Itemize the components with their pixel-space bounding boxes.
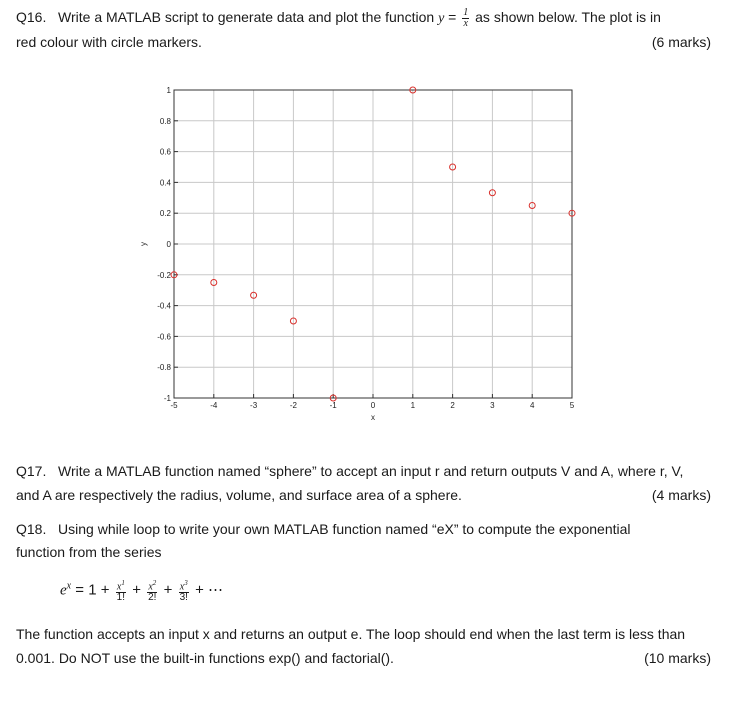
t3-exp: 3 (184, 579, 188, 587)
y-tick-label: 0 (166, 240, 171, 249)
q18-line-3: The function accepts an input x and returns an output e. The loop should end when the last term is less than (16, 626, 686, 642)
q16-number: Q16. (16, 9, 47, 26)
t3-num: x (179, 581, 185, 593)
series-lhs-exp: x (66, 580, 72, 592)
q17-number: Q17. (16, 463, 47, 479)
series-plus-2: + (163, 581, 173, 599)
x-tick-label: -3 (250, 401, 258, 410)
t2-den: 2! (148, 592, 157, 604)
tick-labels (157, 86, 575, 410)
y-tick-label: -1 (163, 394, 171, 403)
t1-den: 1! (116, 592, 126, 604)
q16-line-1 (16, 8, 661, 29)
x-tick-label: -4 (210, 401, 218, 410)
x-tick-label: -1 (329, 401, 337, 410)
q17-marks: (4 marks) (651, 487, 711, 503)
x-tick-label: 2 (450, 401, 455, 410)
y-tick-label: 0.6 (159, 147, 171, 157)
t3-den: 3! (179, 592, 188, 604)
y-tick-label: -0.8 (157, 363, 171, 373)
q18-marks: (10 marks) (644, 650, 711, 666)
y-tick-label: -0.6 (157, 332, 171, 342)
series-term-2 (147, 578, 157, 603)
q16-frac-num: 1 (463, 7, 469, 18)
x-tick-label: -5 (170, 401, 178, 410)
y-axis-label: y (139, 242, 148, 246)
q18-text-1: Using while loop to write your own MATLAB function named “eX” to compute the exponential (58, 521, 631, 537)
q16-marks: (6 marks) (651, 34, 711, 50)
x-tick-label: 1 (410, 401, 416, 410)
y-tick-label: 1 (166, 86, 171, 95)
q18-line-4: 0.001. Do NOT use the built-in functions exp() and factorial(). (16, 650, 394, 666)
y-tick-label: -0.4 (157, 301, 171, 311)
series-term-3 (179, 578, 189, 603)
x-tick-label: 5 (569, 401, 575, 410)
q16-line-2: red colour with circle markers. (16, 34, 202, 50)
q18-line-2: function from the series (16, 544, 162, 560)
series-term-1 (116, 578, 126, 603)
q16-eq-sign: = (448, 9, 457, 26)
q18-number: Q18. (16, 521, 47, 537)
series-plus-1: + (132, 581, 141, 599)
x-tick-label: 4 (529, 401, 535, 410)
q16-eq-lhs: y (438, 11, 445, 27)
q17-text-1: Write a MATLAB function named “sphere” to accept an input r and return outputs V and A, where r, V, (58, 463, 684, 479)
t1-exp: 1 (121, 579, 125, 587)
q16-text-after: as shown below. The plot is in (475, 9, 661, 26)
grid (174, 90, 572, 398)
q17-line-1 (16, 463, 683, 479)
q16-frac-den: x (463, 18, 468, 29)
x-tick-label: -2 (289, 401, 297, 410)
t1-num: x (116, 581, 122, 593)
t2-exp: 2 (152, 579, 157, 587)
exp-series-formula (60, 578, 223, 603)
series-ellipsis: + ⋯ (195, 581, 224, 599)
y-tick-label: -0.2 (157, 270, 171, 280)
series-eq: = 1 + (75, 581, 110, 599)
t2-num: x (148, 581, 153, 593)
series-lhs: e (60, 582, 67, 599)
x-tick-label: 0 (370, 401, 376, 410)
x-tick-label: 3 (490, 401, 495, 410)
y-tick-label: 0.2 (159, 209, 171, 219)
plot (130, 78, 590, 438)
q16-fraction (462, 8, 469, 29)
x-axis-label: x (371, 413, 375, 422)
q16-text-before: Write a MATLAB script to generate data and plot the function (58, 9, 435, 26)
q17-line-2: and A are respectively the radius, volume, and surface area of a sphere. (16, 487, 462, 503)
q18-line-1 (16, 521, 631, 537)
y-tick-label: 0.4 (159, 178, 171, 188)
y-tick-label: 0.8 (159, 116, 171, 126)
